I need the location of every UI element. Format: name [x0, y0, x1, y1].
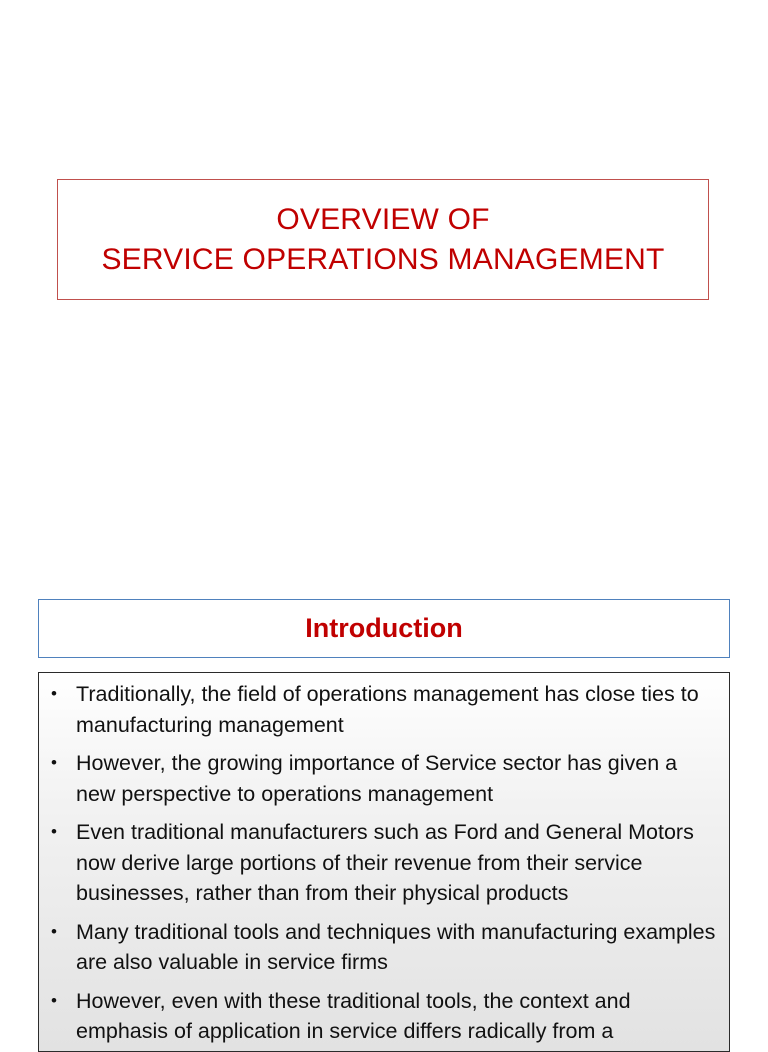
bullet-item-1 [45, 679, 717, 740]
bullet-item-4 [45, 917, 717, 978]
bullet-icon: • [51, 822, 57, 841]
bullet-item-5 [45, 986, 717, 1047]
bullet-icon: • [51, 990, 57, 1010]
title-line-2: SERVICE OPERATIONS MANAGEMENT [101, 242, 665, 276]
title-slide-box [57, 179, 709, 300]
bullet-icon: • [51, 753, 57, 772]
intro-heading: Introduction [305, 613, 463, 643]
bullet-text-2: However, the growing importance of Service sector has given a new perspective to operations management [76, 751, 678, 806]
bullet-list [39, 673, 729, 1047]
bullet-icon: • [51, 921, 57, 941]
bullet-item-3 [45, 817, 717, 909]
title-line-1: OVERVIEW OF [276, 202, 490, 236]
intro-heading-box [38, 599, 730, 658]
bullet-text-3: Even traditional manufacturers such as Ford and General Motors now derive large portions of their revenue from their service businesses, rather than from their physical products [76, 820, 694, 905]
bullet-text-5: However, even with these traditional tools, the context and emphasis of application in service differs radically from a [76, 988, 631, 1043]
bullet-text-4: Many traditional tools and techniques with manufacturing examples are also valuable in service firms [76, 919, 716, 974]
intro-bullet-panel [38, 672, 730, 1052]
bullet-item-2 [45, 748, 717, 809]
bullet-icon: • [51, 684, 57, 703]
bullet-text-1: Traditionally, the field of operations management has close ties to manufacturing management [76, 682, 699, 737]
